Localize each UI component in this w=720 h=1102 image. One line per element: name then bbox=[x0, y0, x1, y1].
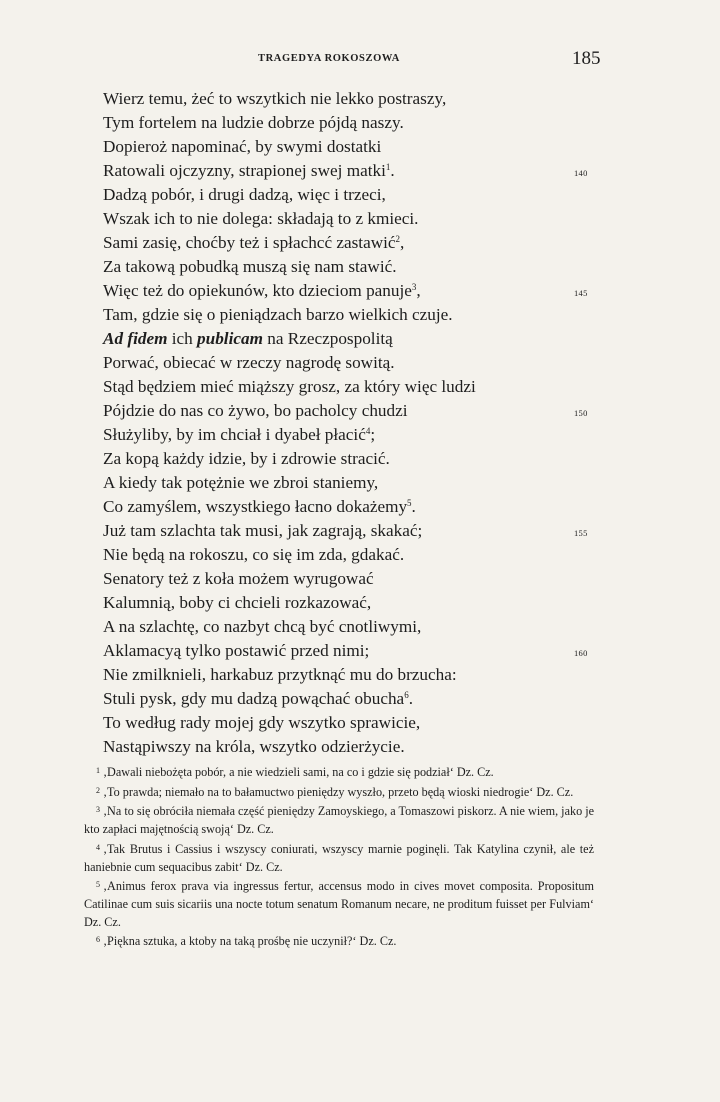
footnote: $^2$ ‚To prawda; niemało na to bałamuctwo pieniędzy wyszło, przeto będą wioski niedrogie‘ Dz. Cz. bbox=[96, 784, 574, 799]
verse-line: Wierz temu, żeć to wszytkich nie lekko postraszy, bbox=[103, 89, 447, 108]
footnote-ref: 3 bbox=[411, 282, 417, 292]
verse-line: Tym fortelem na ludzie dobrze pójdą naszy. bbox=[103, 113, 404, 132]
verse-line: Ad fidem ich publicam na Rzeczpospolitą bbox=[103, 329, 393, 348]
verse-line: Kalumnią, boby ci chcieli rozkazować, bbox=[103, 593, 372, 612]
verse-line: To według rady mojej gdy wszytko sprawicie, bbox=[103, 713, 421, 732]
running-head bbox=[0, 50, 720, 74]
footnote: $^6$ ‚Piękna sztuka, a ktoby na taką prośbę nie uczynił?‘ Dz. Cz. bbox=[96, 934, 397, 949]
line-number: 160 bbox=[574, 648, 588, 658]
verse-line: A kiedy tak potężnie we zbroi staniemy, bbox=[103, 473, 379, 492]
verse-line: Stąd będziem mieć miąższy grosz, za który więc ludzi bbox=[103, 377, 476, 396]
footnote-ref: 4 bbox=[365, 426, 371, 436]
verse-line: Za takową pobudką muszą się nam stawić. bbox=[103, 257, 397, 276]
verse-line: Już tam szlachta tak musi, jak zagrają, skakać; 155 bbox=[0, 519, 720, 543]
footnote: $^1$ ‚Dawali niebożęta pobór, a nie wiedzieli sami, na co i gdzie się podział‘ Dz. Cz. bbox=[96, 765, 494, 779]
line-number: 145 bbox=[574, 288, 588, 298]
line-number: 140 bbox=[574, 168, 588, 178]
verse-line: Co zamyślem, wszystkiego łacno dokażemy$^5$. bbox=[103, 497, 416, 516]
verse-line: Dopieroż napominać, by swymi dostatki bbox=[103, 137, 382, 156]
verse-line: Stuli pysk, gdy mu dadzą powąchać obucha$^6$. bbox=[103, 689, 413, 708]
verse-line: Dadzą pobór, i drugi dadzą, więc i trzeci, bbox=[103, 185, 386, 204]
verse-line: A na szlachtę, co nazbyt chcą być cnotliwymi, bbox=[103, 617, 422, 636]
verse-line: Aklamacyą tylko postawić przed nimi; 160 bbox=[0, 639, 720, 663]
footnotes bbox=[84, 762, 594, 951]
verse-line: Tam, gdzie się o pieniądzach barzo wielkich czuje. bbox=[103, 305, 453, 324]
footnote-ref: 2 bbox=[395, 234, 401, 244]
verse-line: Za kopą każdy idzie, by i zdrowie stracić. bbox=[103, 449, 390, 468]
verse-line: Nie zmilknieli, harkabuz przytknąć mu do brzucha: bbox=[103, 665, 457, 684]
verse-line: Nie będą na rokoszu, co się im zda, gdakać. bbox=[103, 545, 405, 564]
verse-line: Ratowali ojczyzny, strapionej swej matki$^1$. 140 bbox=[0, 159, 720, 183]
footnote-ref: 1 bbox=[385, 162, 391, 172]
footnote: $^5$ ‚Animus ferox prava via ingressus fertur, accensus modo in cives movet composita. Propositum Catilinae cum suis sicariis una nocte totum senatum Romanum necare, ne proditum fuisset per Fulviam‘ Dz. Cz. bbox=[84, 879, 594, 929]
verse-line: Porwać, obiecać w rzeczy nagrodę sowitą. bbox=[103, 353, 395, 372]
verse-line: Senatory też z koła możem wyrugować bbox=[103, 569, 374, 588]
verse-line: Więc też do opiekunów, kto dzieciom panuje$^3$, 145 bbox=[0, 279, 720, 303]
footnote-ref: 5 bbox=[407, 498, 412, 508]
line-number: 150 bbox=[574, 408, 588, 418]
verse-line: Sami zasię, choćby też i spłachcć zastawić$^2$, bbox=[103, 233, 405, 252]
verse-line: Służyliby, by im chciał i dyabeł płacić$^4$; bbox=[103, 425, 376, 444]
footnote-ref: 6 bbox=[404, 690, 409, 700]
verse-line: Wszak ich to nie dolega: składają to z kmieci. bbox=[103, 209, 419, 228]
line-number: 155 bbox=[574, 528, 588, 538]
footnote: $^3$ ‚Na to się obróciła niemała część pieniędzy Zamoyskiego, a Tomaszowi piskorz. A nie wiem, jako je kto zapłaci majętnością swoją‘ Dz. Cz. bbox=[84, 804, 595, 837]
running-title: TRAGEDYA ROKOSZOWA bbox=[258, 53, 400, 64]
page-number: 185 bbox=[572, 48, 601, 69]
footnote: $^4$ ‚Tak Brutus i Cassius i wszyscy coniurati, wszyscy marnie poginęli. Tak Katylina czynił, ale też haniebnie cum sequacibus zabit‘ Dz. Cz. bbox=[84, 841, 594, 874]
verse-line: Pójdzie do nas co żywo, bo pacholcy chudzi 150 bbox=[0, 399, 720, 423]
verse-line: Nastąpiwszy na króla, wszytko odzierżycie. bbox=[103, 737, 405, 756]
